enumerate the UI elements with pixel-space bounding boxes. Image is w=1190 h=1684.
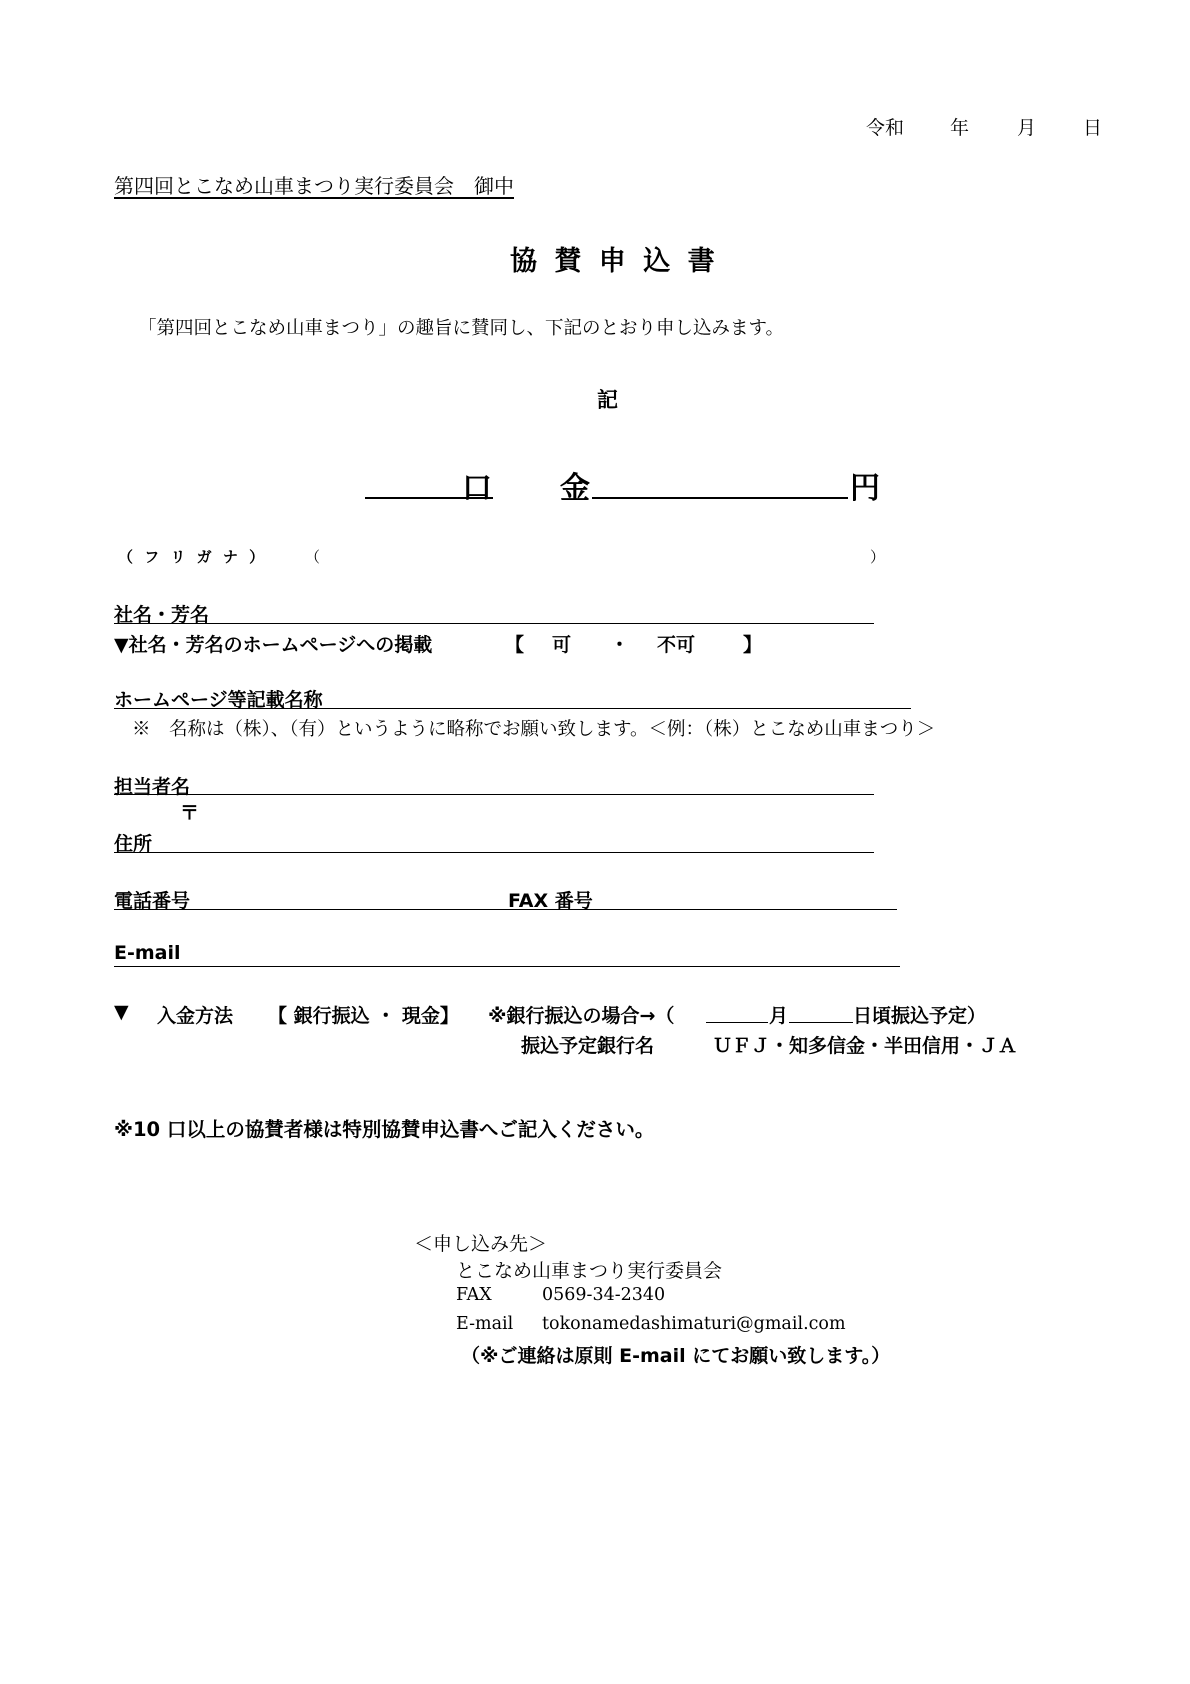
- hp-option-no[interactable]: 不可: [657, 634, 696, 656]
- contact-input-line[interactable]: [114, 794, 874, 795]
- transfer-month-label: 月: [769, 1005, 789, 1027]
- postal-mark: 〒: [180, 802, 200, 824]
- contact-email-label: E-mail: [456, 1314, 514, 1334]
- date-month: 月: [1017, 117, 1037, 139]
- contact-org: とこなめ山車まつり実行委員会: [456, 1260, 723, 1282]
- email-label: E-mail: [114, 942, 181, 964]
- contact-note: （※ご連絡は原則 E-mail にてお願い致します。）: [461, 1345, 891, 1367]
- bank-label: 振込予定銀行名: [521, 1035, 655, 1057]
- address-label: 住所: [114, 833, 153, 855]
- hp-publish-label: ▼社名・芳名のホームページへの掲載: [114, 634, 433, 656]
- contact-fax: 0569-34-2340: [542, 1285, 666, 1305]
- hp-option-yes[interactable]: 可: [552, 634, 572, 656]
- hp-bracket-close: 】: [743, 634, 763, 656]
- date-era: 令和: [866, 117, 905, 139]
- hp-name-label: ホームページ等記載名称: [114, 689, 323, 711]
- contact-heading: ＜申し込み先＞: [414, 1233, 548, 1255]
- email-input-line[interactable]: [114, 966, 900, 967]
- contact-fax-label: FAX: [456, 1285, 492, 1305]
- furigana-label: （ フ リ ガ ナ ）: [118, 548, 268, 566]
- company-input-line[interactable]: [114, 623, 874, 624]
- transfer-day-blank[interactable]: [789, 1022, 853, 1023]
- yen-label: 円: [850, 471, 880, 506]
- hp-name-note: ※ 名称は（株）、（有）というように略称でお願い致します。＜例：（株）とこなめ山車まつり＞: [132, 719, 936, 740]
- addressee: 第四回とこなめ山車まつり実行委員会 御中: [114, 174, 514, 198]
- furigana-input[interactable]: [325, 540, 865, 566]
- company-label: 社名・芳名: [114, 604, 210, 626]
- phone-label: 電話番号: [114, 890, 191, 912]
- address-input-line[interactable]: [114, 852, 874, 853]
- amount-blank[interactable]: [592, 497, 848, 499]
- fax-label: FAX 番号: [508, 890, 593, 912]
- hp-bracket-open: 【: [505, 634, 525, 656]
- special-note: ※10 口以上の協賛者様は特別協賛申込書へご記入ください。: [114, 1118, 655, 1141]
- hp-option-dot: ・: [610, 634, 630, 656]
- payment-prefix: ▼: [114, 1001, 129, 1023]
- payment-label: 入金方法: [157, 1005, 234, 1027]
- bank-case-text: ※銀行振込の場合→（: [488, 1005, 675, 1027]
- page-title: 協 賛 申 込 書: [510, 246, 719, 277]
- money-label: 金: [560, 471, 590, 506]
- ki-heading: 記: [597, 388, 618, 412]
- phone-fax-input-line[interactable]: [114, 909, 897, 910]
- contact-label: 担当者名: [114, 776, 191, 798]
- furigana-open: （: [305, 548, 321, 566]
- date-day: 日: [1083, 117, 1103, 139]
- bank-list: ＵＦＪ・知多信金・半田信用・ＪＡ: [713, 1035, 1018, 1057]
- units-label: 口: [462, 471, 492, 506]
- transfer-day-label: 日頃振込予定）: [853, 1005, 987, 1027]
- transfer-month-blank[interactable]: [706, 1022, 768, 1023]
- hp-name-input-line[interactable]: [114, 708, 911, 709]
- payment-options[interactable]: 【 銀行振込 ・ 現金】: [268, 1005, 459, 1027]
- contact-email[interactable]: tokonamedashimaturi@gmail.com: [542, 1314, 846, 1334]
- furigana-close: ）: [870, 548, 886, 566]
- intro-text: 「第四回とこなめ山車まつり」の趣旨に賛同し、下記のとおり申し込みます。: [138, 318, 785, 339]
- date-year: 年: [950, 117, 970, 139]
